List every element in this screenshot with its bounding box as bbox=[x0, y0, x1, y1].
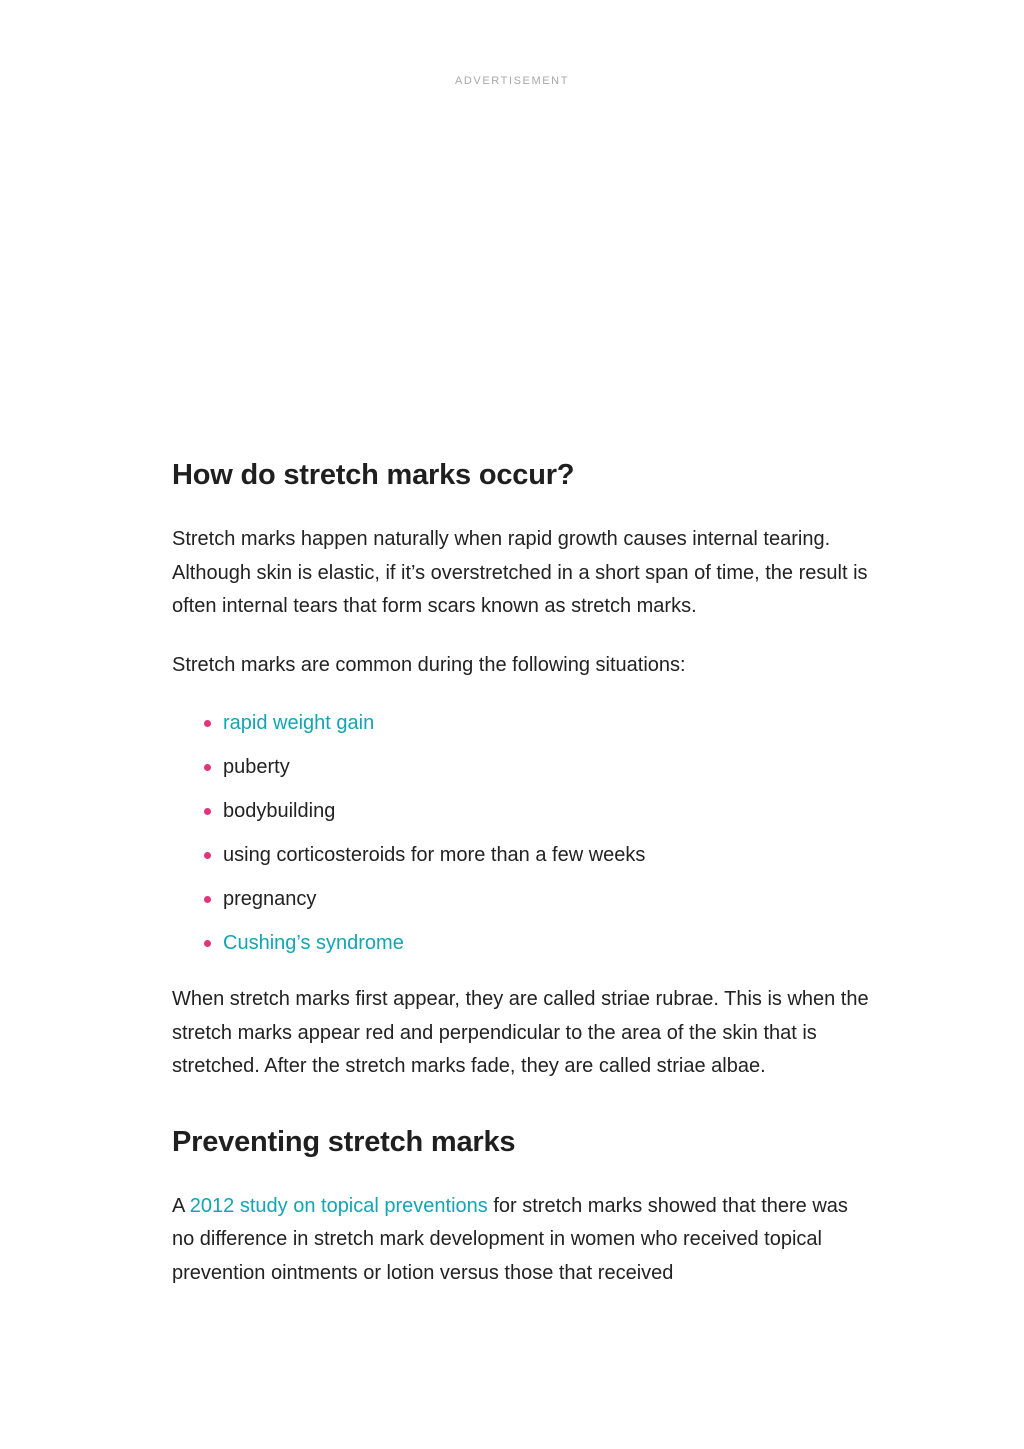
paragraph-topical-prevention-study bbox=[172, 1190, 872, 1291]
list-item bbox=[223, 840, 872, 870]
bullet-dot-icon bbox=[204, 852, 211, 859]
bullet-dot-icon bbox=[204, 940, 211, 947]
advertisement-label: ADVERTISEMENT bbox=[454, 75, 570, 87]
situations-list bbox=[172, 708, 872, 958]
paragraph-striae-rubrae-albae: When stretch marks first appear, they are called striae rubrae. This is when the stretch marks appear red and perpendicular to the area of the skin that is stretched. After the stretch marks fade, they are called striae albae. bbox=[172, 988, 869, 1077]
bullet-dot-icon bbox=[204, 808, 211, 815]
advertisement-slot[interactable] bbox=[172, 100, 862, 430]
list-item-text: puberty bbox=[223, 756, 290, 778]
article-body bbox=[172, 455, 872, 1290]
section-heading-how-stretch-marks-occur: How do stretch marks occur? bbox=[172, 459, 575, 491]
list-item bbox=[223, 796, 872, 826]
list-item bbox=[223, 752, 872, 782]
rapid-weight-gain-link[interactable]: rapid weight gain bbox=[223, 712, 375, 734]
list-item bbox=[223, 884, 872, 914]
paragraph-stretch-marks-cause: Stretch marks happen naturally when rapid growth causes internal tearing. Although skin is elastic, if it’s overstretched in a short span of time, the result is often internal tears that form scars known as stretch marks. bbox=[172, 528, 868, 617]
paragraph-suffix-text: for stretch marks showed that there was no difference in stretch mark development in women who received topical prevention ointments or lotion versus those that received bbox=[172, 1194, 848, 1284]
bullet-dot-icon bbox=[204, 896, 211, 903]
topical-preventions-study-link[interactable]: 2012 study on topical preventions bbox=[189, 1194, 488, 1217]
list-item-text: bodybuilding bbox=[223, 800, 336, 822]
paragraph-common-situations-intro: Stretch marks are common during the following situations: bbox=[172, 653, 686, 676]
section-heading-preventing-stretch-marks: Preventing stretch marks bbox=[172, 1125, 516, 1158]
list-item-text: pregnancy bbox=[223, 888, 317, 910]
cushings-syndrome-link[interactable]: Cushing’s syndrome bbox=[223, 932, 404, 954]
paragraph-prefix-text: A bbox=[172, 1194, 190, 1217]
list-item bbox=[223, 708, 872, 738]
list-item-text: using corticosteroids for more than a few weeks bbox=[223, 844, 646, 866]
list-item bbox=[223, 928, 872, 958]
bullet-dot-icon bbox=[204, 720, 211, 727]
bullet-dot-icon bbox=[204, 764, 211, 771]
